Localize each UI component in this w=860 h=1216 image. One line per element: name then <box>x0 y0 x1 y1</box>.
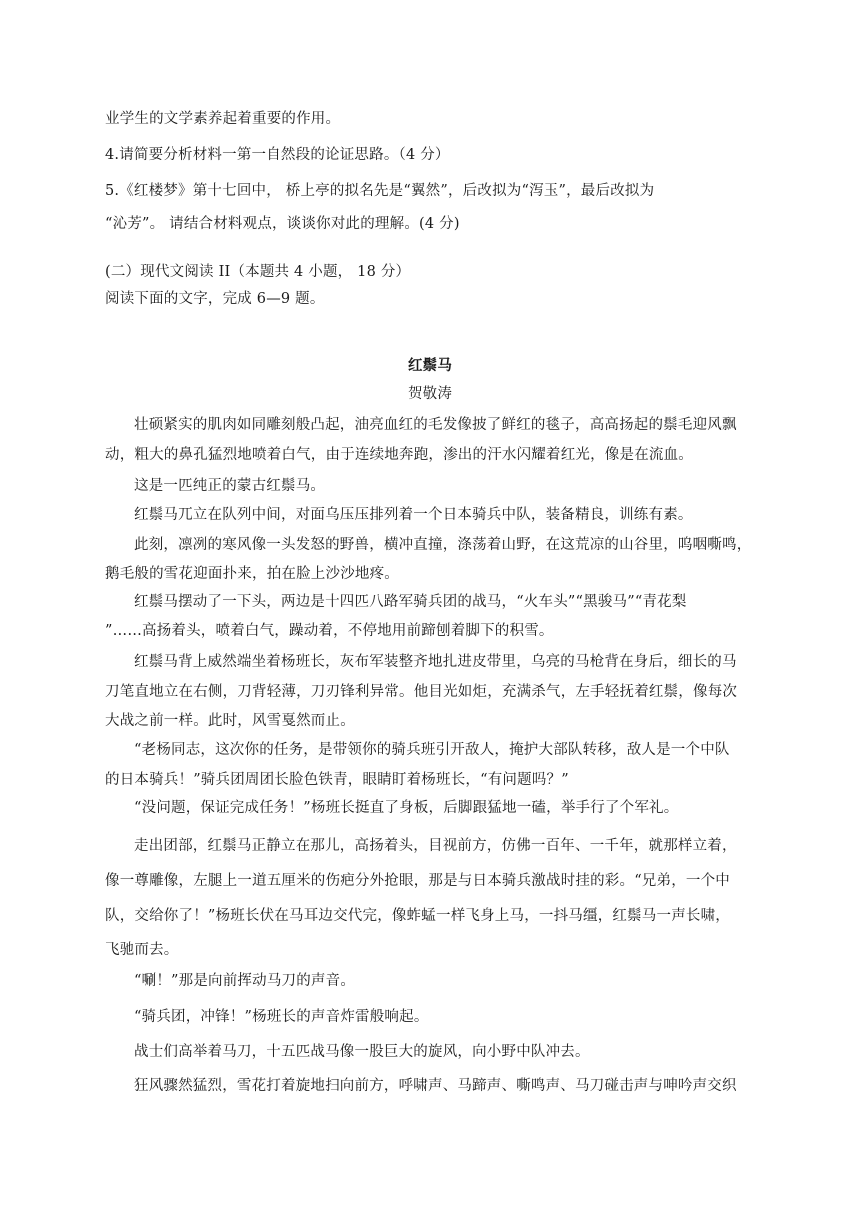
article-line: 战士们高举着马刀，十五匹战马像一股巨大的旋风，向小野中队冲去。 <box>134 1044 590 1060</box>
question-5-line-2: “沁芳”。 请结合材料观点，谈谈你对此的理解。(4 分) <box>105 216 460 232</box>
article-line: 像一尊雕像，左腿上一道五厘米的伤疤分外抢眼，那是与日本骑兵激战时挂的彩。“兄弟，一个中 <box>105 873 731 889</box>
article-line: 此刻，凛冽的寒风像一头发怒的野兽，横冲直撞，涤荡着山野，在这荒凉的山谷里，呜咽嘶鸣， <box>134 537 752 553</box>
article-line: 刀笔直地立在右侧，刀背轻薄，刀刃锋利异常。他目光如炬，充满杀气，左手轻抚着红鬃，像每次 <box>105 684 738 700</box>
article-line: 红鬃马背上威然端坐着杨班长，灰布军装整齐地扎进皮带里，乌亮的马枪背在身后，细长的马 <box>134 654 737 670</box>
article-line: 狂风骤然猛烈，雪花打着旋地扫向前方，呼啸声、马蹄声、嘶鸣声、马刀碰击声与呻吟声交织 <box>134 1078 737 1094</box>
article-line: 红鬃马兀立在队列中间，对面乌压压排列着一个日本骑兵中队，装备精良，训练有素。 <box>134 507 693 523</box>
article-line: 壮硕紧实的肌肉如同雕刻般凸起，油亮血红的毛发像披了鲜红的毯子，高高扬起的鬃毛迎风飘 <box>134 417 737 433</box>
article-line: 的日本骑兵！”骑兵团周团长脸色铁青，眼睛盯着杨班长，“有问题吗？” <box>105 772 569 788</box>
q3-tail-text: 业学生的文学素养起着重要的作用。 <box>105 111 341 127</box>
article-line: “老杨同志，这次你的任务，是带领你的骑兵班引开敌人，掩护大部队转移，敌人是一个中队 <box>134 742 730 758</box>
article-line: “没问题，保证完成任务！”杨班长挺直了身板，后脚跟猛地一磕，举手行了个军礼。 <box>134 800 679 816</box>
question-4: 4.请简要分析材料一第一自然段的论证思路。（4 分） <box>105 147 450 163</box>
article-line: “骑兵团，冲锋！”杨班长的声音炸雷般响起。 <box>134 1009 429 1025</box>
article-line: 鹅毛般的雪花迎面扑来，拍在脸上沙沙地疼。 <box>105 566 399 582</box>
article-line: 大战之前一样。此时，风雪戛然而止。 <box>105 713 355 729</box>
article-line: “唰！”那是向前挥动马刀的声音。 <box>134 973 356 989</box>
question-5-line-1: 5.《红楼梦》第十七回中， 桥上亭的拟名先是“翼然”，后改拟为“泻玉”，最后改拟为 <box>105 183 655 199</box>
article-line: 红鬃马摆动了一下头，两边是十四匹八路军骑兵团的战马，“火车头”“黑骏马”“青花梨 <box>134 594 687 610</box>
article-line: 飞驰而去。 <box>105 942 179 958</box>
section-heading: (二）现代文阅读 II（本题共 4 小题， 18 分） <box>105 264 411 280</box>
article-line: 这是一匹纯正的蒙古红鬃马。 <box>134 478 326 494</box>
article-line: 动，粗大的鼻孔猛烈地喷着白气，由于连续地奔跑，渗出的汗水闪耀着红光，像是在流血。 <box>105 447 693 463</box>
article-line: 队，交给你了！”杨班长伏在马耳边交代完，像蚱蜢一样飞身上马，一抖马缰，红鬃马一声长啸， <box>105 908 731 924</box>
article-title: 红鬃马 <box>407 357 453 374</box>
article-line: ”……高扬着头，喷着白气，躁动着，不停地用前蹄刨着脚下的积雪。 <box>105 623 554 639</box>
section-instruction: 阅读下面的文字，完成 6—9 题。 <box>105 291 325 307</box>
article-line: 走出团部，红鬃马正静立在那儿，高扬着头，目视前方，仿佛一百年、一千年，就那样立着， <box>134 838 737 854</box>
article-author: 贺敬涛 <box>407 386 453 402</box>
